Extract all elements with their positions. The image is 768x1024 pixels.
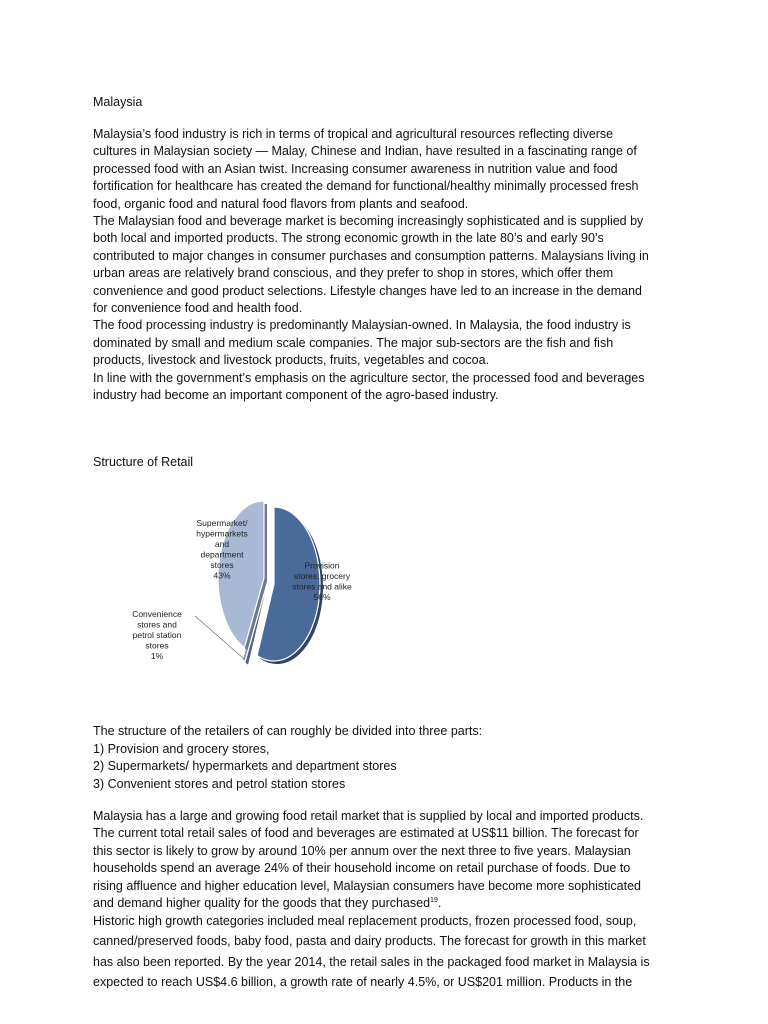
text-line: canned/preserved foods, baby food, pasta and dairy products. The forecast for growth in this market — [93, 934, 646, 949]
text-line: households spend an average 24% of their household income on retail purchase of foods. Due to — [93, 861, 631, 876]
footnote-reference: 19 — [430, 896, 438, 904]
text-line: for convenience food and health food. — [93, 301, 303, 316]
pie-slice-label: Convenience stores and petrol station stores 1% — [132, 609, 182, 661]
text-line: convenience and good product selections. Lifestyle changes have led to an increase in the demand — [93, 283, 642, 298]
text-line: fortification for healthcare has created the demand for functional/healthy minimally processed fresh — [93, 179, 639, 194]
text-fragment: . — [437, 896, 442, 911]
text-line: The current total retail sales of food and beverages are estimated at US$11 billion. The forecast for — [93, 826, 639, 841]
text-line: rising affluence and higher education level, Malaysian consumers have become more sophisticated — [93, 878, 641, 893]
text-line-with-footnote — [93, 895, 683, 912]
text-line: both local and imported products. The strong economic growth in the late 80’s and early 90’s — [93, 231, 604, 246]
text-line: has also been reported. By the year 2014, the retail sales in the packaged food market in Malaysia is — [93, 954, 650, 969]
text-line: urban areas are relatively brand conscious, and they prefer to shop in stores, which offer them — [93, 266, 614, 281]
text-line: processed food with an Asian twist. Increasing consumer awareness in nutrition value and food — [93, 161, 618, 176]
text-line: Malaysia’s food industry is rich in terms of tropical and agricultural resources reflecting diverse — [93, 127, 614, 141]
text-line: In line with the government’s emphasis on the agriculture sector, the processed food and beverages — [93, 370, 645, 385]
text-line: this sector is likely to grow by around 10% per annum over the next three to five years. Malaysian — [93, 843, 631, 858]
text-line: Historic high growth categories included meal replacement products, frozen processed food, soup, — [93, 914, 637, 928]
text-fragment: and demand higher quality for the goods that they purchased — [93, 896, 431, 911]
pie-slice-label: Provision stores, grocery stores and alike 56% — [292, 560, 352, 602]
retail-structure-pie-chart — [100, 490, 500, 700]
text-line: industry had become an important component of the agro-based industry. — [93, 388, 499, 403]
text-line: contributed to major changes in consumer purchases and consumption patterns. Malaysians living in — [93, 248, 649, 263]
paragraph-food-industry — [93, 126, 683, 405]
section-title-malaysia: Malaysia — [93, 95, 143, 109]
text-line: dominated by small and medium scale companies. The major sub-sectors are the fish and fish — [93, 335, 614, 350]
text-line: The food processing industry is predominantly Malaysian-owned. In Malaysia, the food industry is — [93, 318, 631, 333]
text-line: expected to reach US$4.6 billion, a growth rate of nearly 4.5%, or US$201 million. Products in the — [93, 974, 633, 989]
section-title-structure-of-retail: Structure of Retail — [93, 455, 194, 469]
text-line: The Malaysian food and beverage market is becoming increasingly sophisticated and is supplied by — [93, 214, 644, 229]
text-line: food, organic food and natural food flavors from plants and seafood. — [93, 196, 469, 211]
paragraph-food-retail-market — [93, 808, 683, 912]
text-line: products, livestock and livestock products, fruits, vegetables and cocoa. — [93, 353, 490, 368]
text-line: Malaysia has a large and growing food retail market that is supplied by local and imported products. — [93, 809, 644, 823]
list-item: 1) Provision and grocery stores, — [93, 741, 270, 756]
paragraph-growth-categories — [93, 911, 683, 992]
text-line: cultures in Malaysian society — Malay, Chinese and Indian, have resulted in a fascinating range of — [93, 144, 637, 159]
list-item: 3) Convenient stores and petrol station stores — [93, 776, 346, 791]
list-intro: The structure of the retailers of can roughly be divided into three parts: — [93, 724, 483, 738]
list-item: 2) Supermarkets/ hypermarkets and department stores — [93, 759, 397, 773]
pie-slice-label: Supermarket/ hypermarkets and department stores 43% — [196, 517, 248, 581]
retail-structure-list — [93, 723, 683, 793]
